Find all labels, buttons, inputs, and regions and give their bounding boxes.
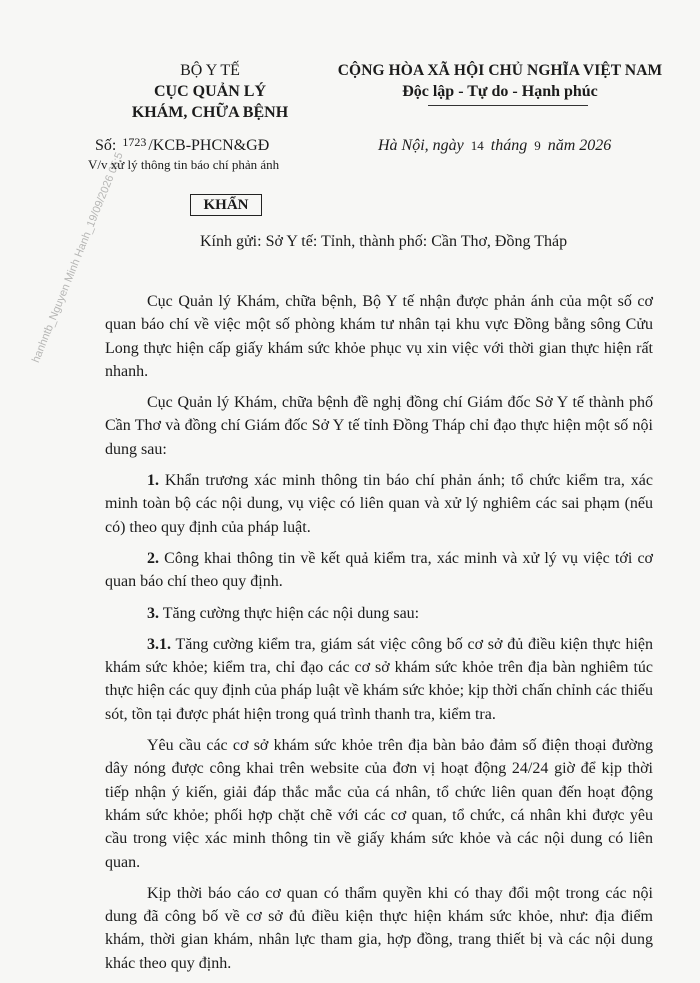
national-motto: Độc lập - Tự do - Hạnh phúc <box>402 83 598 100</box>
item-text: Công khai thông tin về kết quả kiểm tra, xác minh và xử lý vụ việc tới cơ quan báo chí theo quy định. <box>105 549 653 591</box>
ministry-name: BỘ Y TẾ <box>180 62 240 79</box>
item-text: Tăng cường thực hiện các nội dung sau: <box>159 604 420 622</box>
nation-name: CỘNG HÒA XÃ HỘI CHỦ NGHĨA VIỆT NAM <box>337 62 663 79</box>
paragraph-hotline: Yêu cầu các cơ sở khám sức khỏe trên địa bàn bảo đảm số điện thoại đường dây nóng được công khai trên website của đơn vị hoạt động 24/24 giờ để kịp thời tiếp nhận ý kiến, giải đáp thắc mắc của cá nhân, tổ chức liên quan đến hoạt động khám sức khỏe; phối hợp chặt chẽ với các cơ quan, tổ chức, cá nhân khi được yêu cầu trong việc xác minh thông tin về giấy khám sức khỏe và các nội dung có liên quan. <box>105 737 653 871</box>
date-month: 9 <box>534 138 541 153</box>
number-label: Số: <box>95 137 117 154</box>
date-place: Hà Nội, ngày <box>378 137 464 154</box>
number-suffix: /KCB-PHCN&GĐ <box>148 137 270 154</box>
document-number <box>95 137 269 155</box>
issuer-block <box>95 60 325 123</box>
item-text: Tăng cường kiểm tra, giám sát việc công bố cơ sở đủ điều kiện thực hiện khám sức khỏe; kiểm tra, chỉ đạo các cơ sở khám sức khỏe trên địa bàn nghiêm túc thực hiện các quy định của pháp luật về khám sức khỏe; kịp thời chấn chỉnh các thiếu sót, tồn tại được phát hiện trong quá trình thanh tra, kiểm tra. <box>105 635 653 723</box>
item-number: 3.1. <box>147 635 171 653</box>
department-name-line1: CỤC QUẢN LÝ <box>154 83 266 100</box>
paragraph-intro: Cục Quản lý Khám, chữa bệnh, Bộ Y tế nhận được phản ánh của một số cơ quan báo chí về việc một số phòng khám tư nhân tại khu vực Đồng bằng sông Cửu Long thực hiện cấp giấy khám sức khỏe phục vụ xin việc với thời gian thực hiện rất nhanh. <box>105 293 653 380</box>
motto-underline <box>428 105 588 106</box>
document-date <box>378 137 611 155</box>
national-header <box>330 60 670 102</box>
recipient-line: Kính gửi: Sở Y tế: Tỉnh, thành phố: Cần Thơ, Đồng Tháp <box>200 233 568 250</box>
item-number: 3. <box>147 604 159 622</box>
paragraph-reporting: Kịp thời báo cáo cơ quan có thẩm quyền khi có thay đổi một trong các nội dung đã công bố về cơ sở đủ điều kiện thực hiện khám sức khỏe, như: địa điểm khám, thời gian khám, nhân lực tham gia, hợp đồng, trang thiết bị và các nội dung khác theo quy định. <box>105 884 653 972</box>
document-subject: V/v xử lý thông tin báo chí phản ánh <box>88 157 280 172</box>
paragraph-item-3 <box>105 602 653 625</box>
item-number: 1. <box>147 472 159 490</box>
urgency-stamp: KHẨN <box>190 194 262 216</box>
item-text: Khẩn trương xác minh thông tin báo chí phản ánh; tổ chức kiểm tra, xác minh toàn bộ các nội dung, vụ việc có liên quan và xử lý nghiêm các sai phạm (nếu có) theo quy định của pháp luật. <box>105 472 653 536</box>
document-body <box>105 290 653 983</box>
paragraph-item-3-1 <box>105 633 653 726</box>
watermark-text: hanhntb_Nguyen Minh Hanh_19/09/2026 05:5 <box>30 150 126 365</box>
paragraph-request: Cục Quản lý Khám, chữa bệnh đề nghị đồng chí Giám đốc Sở Y tế thành phố Cần Thơ và đồng chí Giám đốc Sở Y tế tỉnh Đồng Tháp chỉ đạo thực hiện một số nội dung sau: <box>105 394 653 458</box>
number-value: 1723 <box>122 135 147 149</box>
paragraph-item-2 <box>105 547 653 594</box>
paragraph-item-1 <box>105 469 653 539</box>
date-year: năm 2026 <box>547 137 612 154</box>
department-name-line2: KHÁM, CHỮA BỆNH <box>131 104 289 121</box>
date-month-label: tháng <box>490 137 528 154</box>
date-day: 14 <box>470 138 484 153</box>
item-number: 2. <box>147 549 159 567</box>
